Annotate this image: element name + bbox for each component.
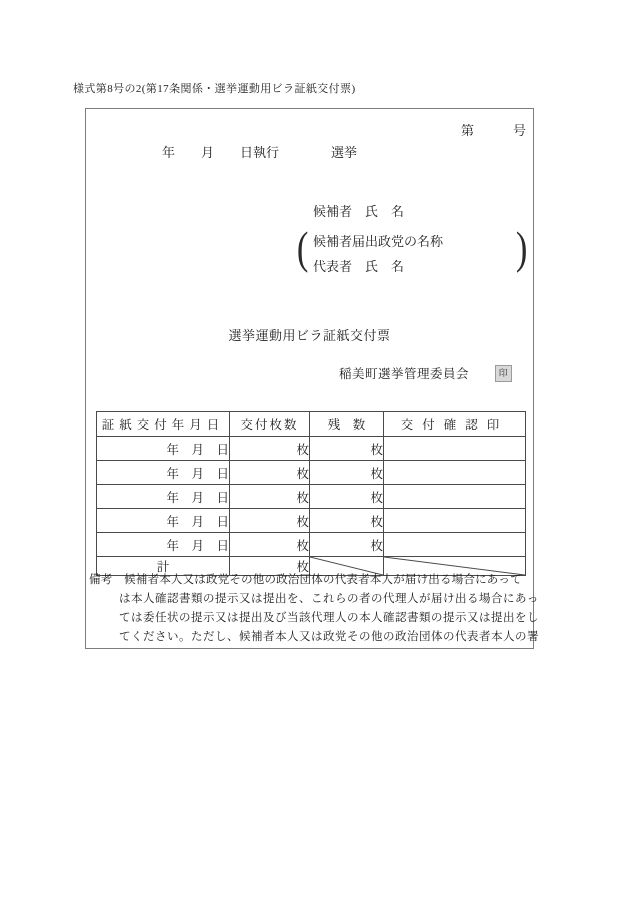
left-bracket: ( <box>296 222 309 273</box>
issued-cell: 枚 <box>230 437 310 461</box>
header-remaining-count: 残 数 <box>310 412 384 437</box>
representative-name-label: 代表者 氏 名 <box>313 259 405 274</box>
issued-cell: 枚 <box>230 461 310 485</box>
remark-line: ては委任状の提示又は提出及び当該代理人の本人確認書類の提示又は提出をし <box>119 612 539 624</box>
committee-line <box>339 364 512 382</box>
table-row <box>97 509 526 533</box>
remaining-cell: 枚 <box>310 485 384 509</box>
date-cell: 年 月 日 <box>97 485 230 509</box>
confirm-cell <box>384 533 526 557</box>
remarks-block <box>86 571 539 647</box>
table-row <box>97 533 526 557</box>
table-row <box>97 485 526 509</box>
remark-line: 備考 候補者本人又は政党その他の政治団体の代表者本人が届け出る場合にあって <box>89 574 522 586</box>
issued-cell: 枚 <box>230 509 310 533</box>
header-issued-count: 交付枚数 <box>230 412 310 437</box>
table-row <box>97 461 526 485</box>
total-issued-cell: 枚 <box>230 557 310 576</box>
date-cell: 年 月 日 <box>97 437 230 461</box>
candidate-party-label: 候補者届出政党の名称 <box>313 234 444 249</box>
remaining-cell: 枚 <box>310 437 384 461</box>
issued-cell: 枚 <box>230 485 310 509</box>
remaining-cell: 枚 <box>310 533 384 557</box>
remaining-cell: 枚 <box>310 509 384 533</box>
confirm-cell <box>384 485 526 509</box>
committee-name: 稲美町選挙管理委員会 <box>338 367 469 381</box>
form-code-title: 様式第8号の2(第17条関係・選挙運動用ビラ証紙交付票) <box>73 83 356 95</box>
header-confirmation-seal: 交付確認印 <box>384 412 526 437</box>
remaining-cell: 枚 <box>310 461 384 485</box>
confirm-cell <box>384 509 526 533</box>
seal-placeholder-icon: 印 <box>495 365 512 382</box>
right-bracket: ) <box>515 222 528 273</box>
header-issue-date: 証紙交付年月日 <box>97 412 230 437</box>
document-number-line: 第 号 <box>460 123 526 138</box>
issued-cell: 枚 <box>230 533 310 557</box>
sticker-issue-table <box>96 411 526 576</box>
candidate-name-label: 候補者 氏 名 <box>313 204 405 219</box>
date-cell: 年 月 日 <box>97 533 230 557</box>
document-title: 選挙運動用ビラ証紙交付票 <box>228 328 391 343</box>
remark-line: は本人確認書類の提示又は提出を、これらの者の代理人が届け出る場合にあっ <box>119 593 539 605</box>
date-cell: 年 月 日 <box>97 461 230 485</box>
form-border-box <box>85 108 539 649</box>
date-cell: 年 月 日 <box>97 509 230 533</box>
table-row <box>97 437 526 461</box>
election-date-line: 年 月 日執行 選挙 <box>162 145 358 160</box>
total-label-cell: 計 <box>97 557 230 576</box>
confirm-cell <box>384 461 526 485</box>
confirm-cell <box>384 437 526 461</box>
remark-line: てください。ただし、候補者本人又は政党その他の政治団体の代表者本人の署 <box>119 631 539 643</box>
table-header-row <box>97 412 526 437</box>
